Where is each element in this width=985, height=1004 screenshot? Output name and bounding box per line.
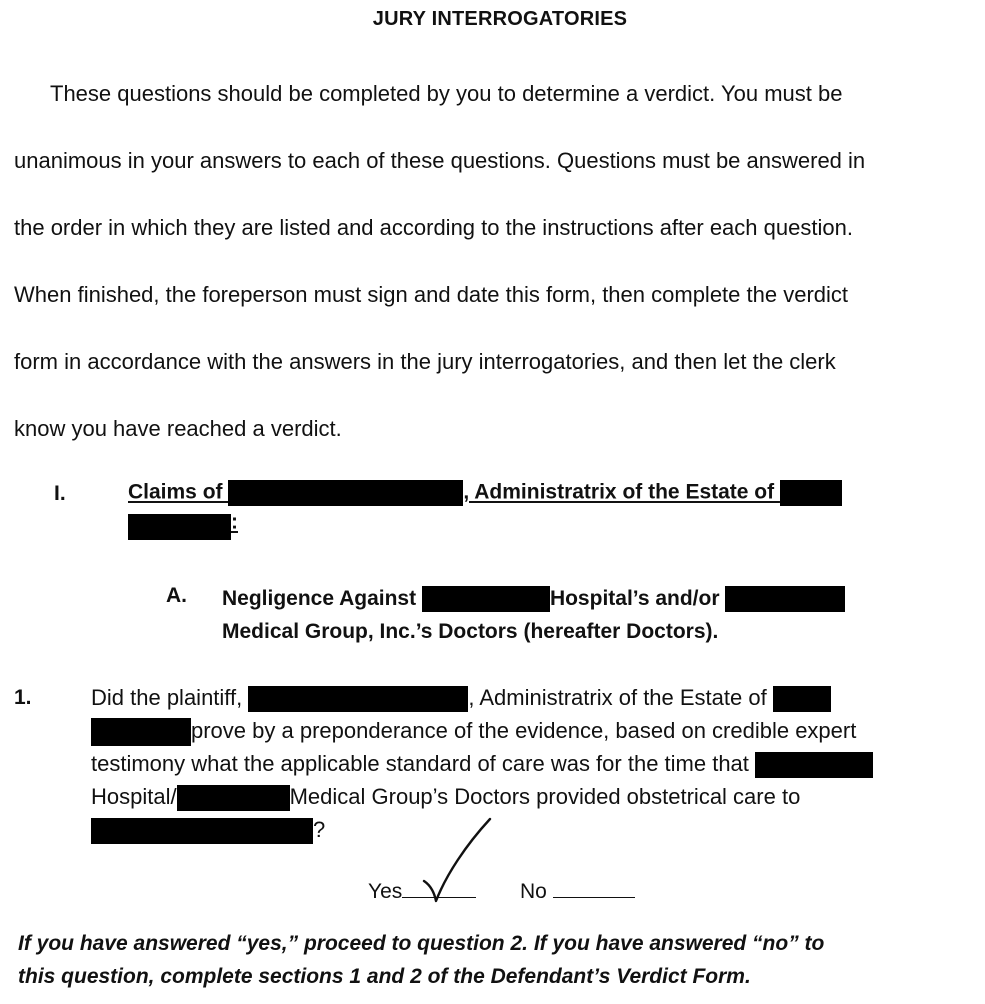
no-answer[interactable] [520,880,635,904]
redaction-box [773,686,831,712]
question-text-part: Did the plaintiff, [91,685,249,710]
redaction-box [228,480,463,506]
question-text-part: , Administratrix of the Estate of [468,685,773,710]
instruction-text [18,927,978,993]
redaction-box [128,514,231,540]
intro-line: When finished, the foreperson must sign and date this form, then complete the verdict [14,282,849,307]
section-title-part: Claims of [128,480,229,504]
question-text-part: Hospital/ [91,784,177,809]
section-title [128,480,842,540]
redaction-box [422,586,550,612]
checkmark-icon [420,815,500,907]
redaction-box [177,785,290,811]
intro-line: the order in which they are listed and according to the instructions after each question. [14,215,853,240]
subsection-letter: A. [166,584,187,607]
redaction-box [248,686,468,712]
no-blank[interactable] [553,897,635,898]
section-title-part: : [231,510,238,534]
no-label: No [520,880,547,903]
subsection-title [222,582,845,648]
question-text-part: prove by a preponderance of the evidence, based on credible expert [191,718,857,743]
intro-paragraph [14,60,979,462]
subsection-title-part: Hospital’s and/or [549,587,726,610]
intro-line: These questions should be completed by you to determine a verdict. You must be [50,81,843,106]
yes-label: Yes [368,880,403,903]
section-title-part: , Administratrix of the Estate of [463,480,780,504]
question-number: 1. [14,686,32,709]
redaction-box [780,480,842,506]
question-text-part: Medical Group’s Doctors provided obstetrical care to [289,784,801,809]
redaction-box [755,752,873,778]
intro-line: unanimous in your answers to each of these questions. Questions must be answered in [14,148,866,173]
redaction-box [91,718,191,746]
subsection-title-part: Negligence Against [222,587,422,610]
instruction-line: this question, complete sections 1 and 2 of the Defendant’s Verdict Form. [18,965,751,988]
redaction-box [91,818,313,844]
section-number: I. [54,482,66,505]
instruction-line: If you have answered “yes,” proceed to question 2. If you have answered “no” to [18,932,825,955]
redaction-box [725,586,845,612]
question-text-part: testimony what the applicable standard of care was for the time that [91,751,756,776]
intro-line: know you have reached a verdict. [14,416,342,441]
question-text-part: ? [313,817,326,842]
intro-line: form in accordance with the answers in the jury interrogatories, and then let the clerk [14,349,836,374]
document-title: JURY INTERROGATORIES [372,8,628,30]
subsection-title-part: Medical Group, Inc.’s Doctors (hereafter Doctors). [222,620,719,643]
